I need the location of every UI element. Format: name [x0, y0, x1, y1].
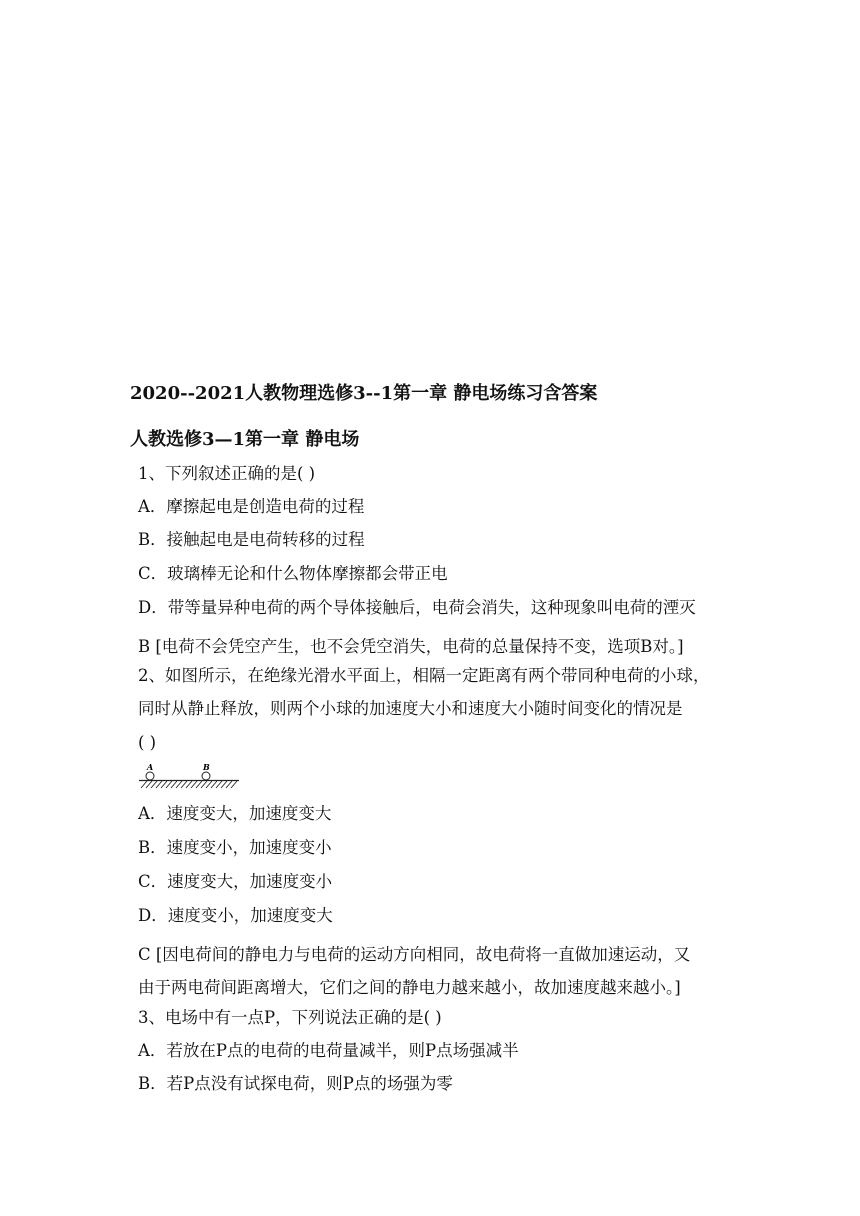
q2-stem-line-2: 同时从静止释放，则两个小球的加速度大小和速度大小随时间变化的情况是	[138, 699, 683, 718]
q1-option-a: A．摩擦起电是创造电荷的过程	[138, 497, 365, 516]
document-subtitle: 人教选修3—1第一章 静电场	[130, 429, 360, 450]
ball-b	[202, 772, 210, 780]
ball-b-label: B	[203, 762, 210, 772]
ball-a-label: A	[147, 762, 154, 772]
two-charged-balls-figure	[139, 762, 243, 792]
q2-stem-line-3: ( )	[138, 733, 157, 752]
q2-answer-line-2: 由于两电荷间距离增大，它们之间的静电力越来越小，故加速度越来越小。]	[138, 978, 681, 997]
q3-option-b: B．若P点没有试探电荷，则P点的场强为零	[138, 1074, 453, 1093]
q3-option-a: A．若放在P点的电荷的电荷量减半，则P点场强减半	[138, 1041, 519, 1060]
q1-answer: B [电荷不会凭空产生，也不会凭空消失，电荷的总量保持不变，选项B对。]	[138, 637, 684, 656]
q2-answer-line-1: C [因电荷间的静电力与电荷的运动方向相同，故电荷将一直做加速运动，又	[138, 945, 691, 964]
document-title: 2020--2021人教物理选修3--1第一章 静电场练习含答案	[130, 383, 598, 404]
q3-stem: 3、电场中有一点P，下列说法正确的是( )	[138, 1008, 442, 1027]
q1-option-c: C．玻璃棒无论和什么物体摩擦都会带正电	[138, 564, 448, 583]
q2-option-a: A．速度变大，加速度变大	[138, 804, 332, 823]
q1-stem: 1、下列叙述正确的是( )	[138, 464, 316, 483]
ball-a	[146, 772, 154, 780]
ground-hatching	[141, 781, 237, 788]
q2-option-c: C．速度变大，加速度变小	[138, 872, 333, 891]
q1-option-b: B．接触起电是电荷转移的过程	[138, 530, 365, 549]
q1-option-d: D．带等量异种电荷的两个导体接触后，电荷会消失，这种现象叫电荷的湮灭	[138, 598, 696, 617]
q2-option-b: B．速度变小，加速度变小	[138, 838, 332, 857]
q2-option-d: D．速度变小，加速度变大	[138, 906, 333, 925]
q2-stem-line-1: 2、如图所示，在绝缘光滑水平面上，相隔一定距离有两个带同种电荷的小球，	[138, 666, 710, 685]
